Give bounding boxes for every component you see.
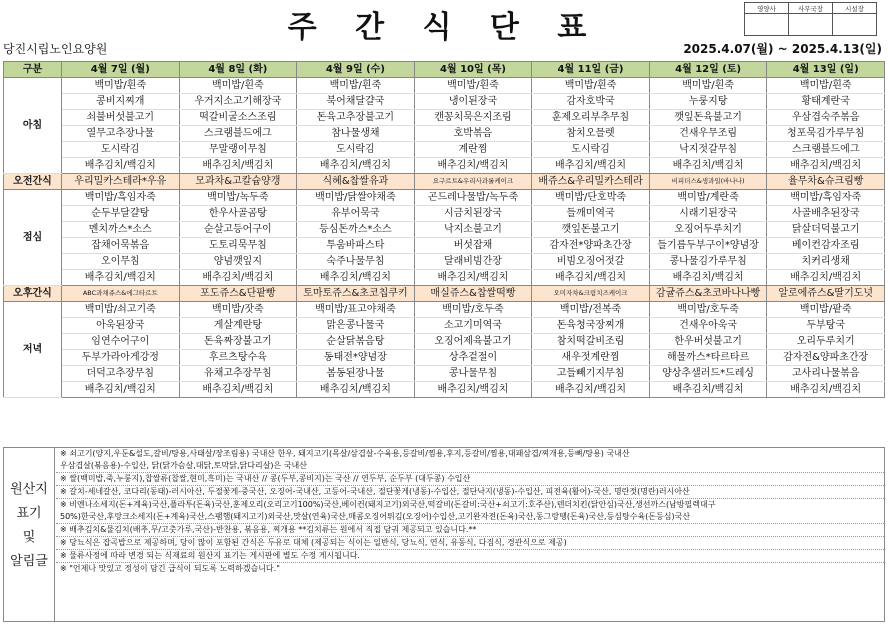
note-item <box>56 486 884 499</box>
menu-cell: 백미밥/흰죽 <box>767 78 885 94</box>
menu-cell: 배추김치/백김치 <box>179 158 297 174</box>
menu-cell: 쇠불버섯불고기 <box>62 110 180 126</box>
lunch-row <box>4 238 885 254</box>
menu-cell: 배추김치/백김치 <box>767 382 885 398</box>
menu-cell: 무말랭이무침 <box>179 142 297 158</box>
menu-cell: 훈제오리부추무침 <box>532 110 650 126</box>
menu-cell: 낙지젓갈무침 <box>649 142 767 158</box>
menu-cell: 배추김치/백김치 <box>532 382 650 398</box>
header-day: 4월 11일 (금) <box>532 62 650 78</box>
note-item <box>56 473 884 486</box>
dinner-row <box>4 366 885 382</box>
menu-cell: 베이컨감자조림 <box>767 238 885 254</box>
menu-cell: 투움바파스타 <box>297 238 415 254</box>
menu-cell: 백미밥/표고야채죽 <box>297 302 415 318</box>
menu-cell: 우삼겹숙주볶음 <box>767 110 885 126</box>
menu-cell: 버섯잡채 <box>414 238 532 254</box>
menu-cell: 오이무침 <box>62 254 180 270</box>
menu-cell: 낙지소불고기 <box>414 222 532 238</box>
snack-cell: 포도쥬스&단팥빵 <box>179 286 297 302</box>
note-line: ※ 배추김치&물김치(배추,무/고춧가루,국산)-반찬용, 볶음용, 찌개용 **김치류는 원에서 직접 담궈 제공되고 있습니다.** <box>60 525 477 534</box>
morning-snack-row <box>4 174 885 190</box>
menu-cell: 등심돈까스*소스 <box>297 222 415 238</box>
menu-cell: 백미밥/흰죽 <box>62 78 180 94</box>
menu-cell: 두부탕국 <box>767 318 885 334</box>
note-line: ※ 쌀(백미밥,죽,누룽지),찹쌀류(찹쌀,현미,흑미)는 국내산 // 콩(두부,콩비지)는 국산 // 연두부, 순두부 (대두콩) 수입산 <box>60 474 471 483</box>
dinner-row <box>4 334 885 350</box>
breakfast-section <box>4 78 885 174</box>
snack-cell: 우리밀카스테라*우유 <box>62 174 180 190</box>
menu-cell: 냉이된장국 <box>414 94 532 110</box>
menu-cell: 참치떡갈비조림 <box>532 334 650 350</box>
menu-cell: 도시락김 <box>297 142 415 158</box>
header-corner: 구분 <box>4 62 62 78</box>
notes-section <box>3 447 885 622</box>
lunch-section <box>4 190 885 286</box>
afternoon-snack-section <box>4 286 885 302</box>
snack-cell: 감귤쥬스&초코바나나빵 <box>649 286 767 302</box>
snack-cell: 요구르트&우리사과롤케이크 <box>414 174 532 190</box>
menu-cell: 백미밥/흰죽 <box>532 78 650 94</box>
menu-cell: 곤드레나물밥/녹두죽 <box>414 190 532 206</box>
dinner-section <box>4 302 885 398</box>
menu-cell: 배추김치/백김치 <box>62 270 180 286</box>
snack-cell: 오미자차&크림치즈케이크 <box>532 286 650 302</box>
note-item <box>56 537 884 550</box>
menu-cell: 호박볶음 <box>414 126 532 142</box>
dinner-row <box>4 318 885 334</box>
menu-cell: 소고기미역국 <box>414 318 532 334</box>
menu-cell: 백미밥/계란죽 <box>649 190 767 206</box>
menu-cell: 두부가라아게강정 <box>62 350 180 366</box>
menu-cell: 배추김치/백김치 <box>414 382 532 398</box>
menu-cell: 배추김치/백김치 <box>62 382 180 398</box>
note-line: ※ 당뇨식은 잡곡밥으로 제공하며, 당이 많이 포함된 간식은 두유로 대체 (제공되는 식이는 일반식, 당뇨식, 연식, 유동식, 다짐식, 경관식으로 제공) <box>60 538 567 547</box>
breakfast-row <box>4 110 885 126</box>
menu-cell: 사골배추된장국 <box>767 206 885 222</box>
dinner-row <box>4 302 885 318</box>
menu-cell: 배추김치/백김치 <box>179 270 297 286</box>
menu-cell: 스크램블드에그 <box>767 142 885 158</box>
menu-cell: 북어채달걀국 <box>297 94 415 110</box>
menu-cell: 비빔오징어젓갈 <box>532 254 650 270</box>
menu-cell: 배추김치/백김치 <box>649 158 767 174</box>
note-line: ※ 비엔나소세지(돈+계육)국산,플라투(돈육)국산,훈제오리(오리고기100%)국산,베이컨(돼지고기)외국산,떡갈비(돈갈비:국산+쇠고기:호주산),텐더치킨(닭안심)국산,생선까스(남방필렉대구 <box>60 500 716 509</box>
menu-cell: 시래기된장국 <box>649 206 767 222</box>
snack-cell: 율무차&슈크림빵 <box>767 174 885 190</box>
lunch-row <box>4 270 885 286</box>
menu-cell: 오징어제육불고기 <box>414 334 532 350</box>
menu-cell: 콩나물김가루무침 <box>649 254 767 270</box>
snack-cell: ABC과채쥬스&에그타르트 <box>62 286 180 302</box>
breakfast-row <box>4 126 885 142</box>
menu-cell: 백미밥/흰죽 <box>297 78 415 94</box>
menu-cell: 순살고등어구이 <box>179 222 297 238</box>
menu-cell: 순두부달걀탕 <box>62 206 180 222</box>
header-day: 4월 9일 (수) <box>297 62 415 78</box>
menu-cell: 백미밥/전복죽 <box>532 302 650 318</box>
header-day: 4월 12일 (토) <box>649 62 767 78</box>
dinner-row <box>4 382 885 398</box>
weekly-menu-table <box>3 61 885 398</box>
menu-cell: 청포묵김가루무침 <box>767 126 885 142</box>
menu-cell: 배추김치/백김치 <box>649 270 767 286</box>
page-title: 주 간 식 단 표 <box>287 10 601 45</box>
note-line: ※ 쇠고기(양지,우둔&설도,갈비/탕용,사태살/장조림용) 국내산 한우, 돼지고기(목살/삼겹살-수육용,등갈비/찜용,후지,등갈비/찜용,대패삼겹/찌개용,등뼈/탕용) 국내산 <box>60 449 630 458</box>
menu-cell: 도시락김 <box>532 142 650 158</box>
menu-cell: 오징어두루치기 <box>649 222 767 238</box>
menu-cell: 황태계란국 <box>767 94 885 110</box>
menu-cell: 들깨미역국 <box>532 206 650 222</box>
menu-cell: 백미밥/흰죽 <box>649 78 767 94</box>
menu-cell: 배추김치/백김치 <box>297 270 415 286</box>
snack-cell: 매실쥬스&찹쌀떡빵 <box>414 286 532 302</box>
menu-cell: 해물까스*타르타르 <box>649 350 767 366</box>
menu-cell: 참치오믈렛 <box>532 126 650 142</box>
afternoon-snack-row <box>4 286 885 302</box>
menu-cell: 돈육청국장찌개 <box>532 318 650 334</box>
breakfast-row <box>4 94 885 110</box>
header-day: 4월 7일 (월) <box>62 62 180 78</box>
notes-body <box>56 448 884 575</box>
menu-cell: 건새우아욱국 <box>649 318 767 334</box>
menu-cell: 백미밥/단호박죽 <box>532 190 650 206</box>
menu-cell: 감자호박국 <box>532 94 650 110</box>
menu-cell: 숙주나물무침 <box>297 254 415 270</box>
snack-cell: 비피더스&생과일(바나나) <box>649 174 767 190</box>
approval-nutritionist-sign <box>745 14 789 36</box>
menu-cell: 상추겉절이 <box>414 350 532 366</box>
approval-head-label: 시설장 <box>833 3 877 14</box>
menu-cell: 열무고추장나물 <box>62 126 180 142</box>
menu-cell: 닭살더덕불고기 <box>767 222 885 238</box>
facility-name: 당진시립노인요양원 <box>3 42 108 56</box>
menu-cell: 돈육짜장불고기 <box>179 334 297 350</box>
menu-cell: 한우버섯불고기 <box>649 334 767 350</box>
menu-cell: 배추김치/백김치 <box>297 158 415 174</box>
notes-label: 원산지 표기 및 알림글 <box>4 448 55 621</box>
lunch-row <box>4 222 885 238</box>
menu-cell: 순살닭볶음탕 <box>297 334 415 350</box>
menu-cell: 오리두루치기 <box>767 334 885 350</box>
menu-cell: 유채고추장무침 <box>179 366 297 382</box>
menu-cell: 배추김치/백김치 <box>62 158 180 174</box>
lunch-row <box>4 190 885 206</box>
menu-cell: 백미밥/흰죽 <box>414 78 532 94</box>
menu-cell: 한우사골곰탕 <box>179 206 297 222</box>
menu-cell: 치커리생채 <box>767 254 885 270</box>
menu-cell: 고들빼기지무침 <box>532 366 650 382</box>
afternoon-snack-label: 오후간식 <box>4 286 62 302</box>
menu-cell: 계란찜 <box>414 142 532 158</box>
header-day: 4월 8일 (화) <box>179 62 297 78</box>
header-day: 4월 13일 (일) <box>767 62 885 78</box>
menu-cell: 배추김치/백김치 <box>767 270 885 286</box>
note-item <box>56 550 884 563</box>
morning-snack-label: 오전간식 <box>4 174 62 190</box>
menu-cell: 도시락김 <box>62 142 180 158</box>
note-item <box>56 563 884 575</box>
note-item <box>56 524 884 537</box>
note-line: ※ 갈치-세네갈산, 코다리(동태)-러시아산, 두절꽃게-중국산, 오징어-국내산, 고등어-국내산, 절단꽃게(냉동)-수입산, 절단낙지(냉동)-수입산, 피전육(활어)-국산, 명란젓(명란)러시아산 <box>60 487 690 496</box>
menu-cell: 백미밥/호두죽 <box>414 302 532 318</box>
dinner-label: 저녁 <box>4 302 62 398</box>
menu-cell: 배추김치/백김치 <box>767 158 885 174</box>
menu-cell: 배추김치/백김치 <box>414 270 532 286</box>
menu-cell: 깻잎돈불고기 <box>532 222 650 238</box>
menu-cell: 참나물생채 <box>297 126 415 142</box>
menu-cell: 배추김치/백김치 <box>414 158 532 174</box>
dinner-row <box>4 350 885 366</box>
approval-head-sign <box>833 14 877 36</box>
approval-nutritionist-label: 영양사 <box>745 3 789 14</box>
menu-cell: 건새우무조림 <box>649 126 767 142</box>
breakfast-row <box>4 142 885 158</box>
menu-cell: 아욱된장국 <box>62 318 180 334</box>
approval-box <box>744 2 877 36</box>
menu-cell: 스크램블드에그 <box>179 126 297 142</box>
menu-cell: 백미밥/호두죽 <box>649 302 767 318</box>
snack-cell: 배쥬스&우리밀카스테라 <box>532 174 650 190</box>
menu-cell: 콩비지찌개 <box>62 94 180 110</box>
menu-cell: 배추김치/백김치 <box>297 382 415 398</box>
lunch-row <box>4 206 885 222</box>
menu-period: 2025.4.07(월) ~ 2025.4.13(일) <box>683 42 882 56</box>
menu-cell: 더덕고추장무침 <box>62 366 180 382</box>
morning-snack-section <box>4 174 885 190</box>
menu-cell: 맑은콩나물국 <box>297 318 415 334</box>
menu-cell: 양념깻잎지 <box>179 254 297 270</box>
note-line: 50%)한국산,후랑크소세지(돈+계육)국산,스팸햄(돼지고기)외국산,맛살(연육)국산,매콤오징어튀김(오징어)수입산,고기완자전(돈육)국산,동그랑땡(돈육)국산,등심탕수육(돈등심)국산 <box>60 512 691 521</box>
menu-cell: 백미밥/흑임자죽 <box>767 190 885 206</box>
snack-cell: 식혜&찹쌀유과 <box>297 174 415 190</box>
menu-cell: 감자전*양파초간장 <box>532 238 650 254</box>
menu-cell: 백미밥/팥죽 <box>767 302 885 318</box>
menu-cell: 배추김치/백김치 <box>179 382 297 398</box>
note-item <box>56 499 884 524</box>
menu-cell: 도토리묵무침 <box>179 238 297 254</box>
header-row <box>4 62 885 78</box>
snack-cell: 토마토쥬스&초코칩쿠키 <box>297 286 415 302</box>
menu-cell: 캔꽁치묵은지조림 <box>414 110 532 126</box>
menu-cell: 콩나물무침 <box>414 366 532 382</box>
note-item <box>56 448 884 473</box>
menu-cell: 백미밥/쇠고기죽 <box>62 302 180 318</box>
lunch-row <box>4 254 885 270</box>
menu-cell: 감자전&양파초간장 <box>767 350 885 366</box>
menu-cell: 떡갈비굴소스조림 <box>179 110 297 126</box>
menu-cell: 시금치된장국 <box>414 206 532 222</box>
lunch-label: 점심 <box>4 190 62 286</box>
menu-cell: 들기름두부구이*양념장 <box>649 238 767 254</box>
breakfast-label: 아침 <box>4 78 62 174</box>
menu-cell: 백미밥/잣죽 <box>179 302 297 318</box>
menu-cell: 게살계란탕 <box>179 318 297 334</box>
menu-cell: 봄동된장나물 <box>297 366 415 382</box>
menu-cell: 누룽지탕 <box>649 94 767 110</box>
menu-cell: 돈육고추장불고기 <box>297 110 415 126</box>
header-day: 4월 10일 (목) <box>414 62 532 78</box>
menu-cell: 깻잎돈육불고기 <box>649 110 767 126</box>
menu-cell: 새우젓계란찜 <box>532 350 650 366</box>
menu-cell: 잡채어묵볶음 <box>62 238 180 254</box>
menu-cell: 백미밥/흰죽 <box>179 78 297 94</box>
menu-cell: 후르츠탕수육 <box>179 350 297 366</box>
menu-cell: 멘치까스*소스 <box>62 222 180 238</box>
approval-director-label: 사무국장 <box>789 3 833 14</box>
approval-director-sign <box>789 14 833 36</box>
menu-cell: 배추김치/백김치 <box>532 270 650 286</box>
menu-cell: 양상추샐러드*드레싱 <box>649 366 767 382</box>
menu-cell: 배추김치/백김치 <box>532 158 650 174</box>
menu-cell: 백미밥/녹두죽 <box>179 190 297 206</box>
menu-cell: 유부어묵국 <box>297 206 415 222</box>
menu-cell: 달래비빔간장 <box>414 254 532 270</box>
snack-cell: 모과차&고칼슘양갱 <box>179 174 297 190</box>
menu-cell: 동태전*양념장 <box>297 350 415 366</box>
note-line: 우삼겹살(볶음용)-수입산, 닭(닭가슴살,대닭,토막닭,닭다리살)은 국내산 <box>60 461 308 470</box>
breakfast-row <box>4 158 885 174</box>
menu-cell: 백미밥/닭쌀야채죽 <box>297 190 415 206</box>
menu-cell: 임연수어구이 <box>62 334 180 350</box>
note-line: ※ 물류사정에 따라 변경 되는 식재료의 원산지 표기는 게시판에 별도 수정 게시됩니다. <box>60 551 360 560</box>
menu-cell: 고사리나물볶음 <box>767 366 885 382</box>
menu-cell: 배추김치/백김치 <box>649 382 767 398</box>
note-line: ※ "언제나 맛있고 정성이 담긴 급식이 되도록 노력하겠습니다." <box>60 564 280 573</box>
menu-cell: 우거지소고기해장국 <box>179 94 297 110</box>
breakfast-row <box>4 78 885 94</box>
menu-cell: 백미밥/흑임자죽 <box>62 190 180 206</box>
snack-cell: 알로에쥬스&딸기도넛 <box>767 286 885 302</box>
